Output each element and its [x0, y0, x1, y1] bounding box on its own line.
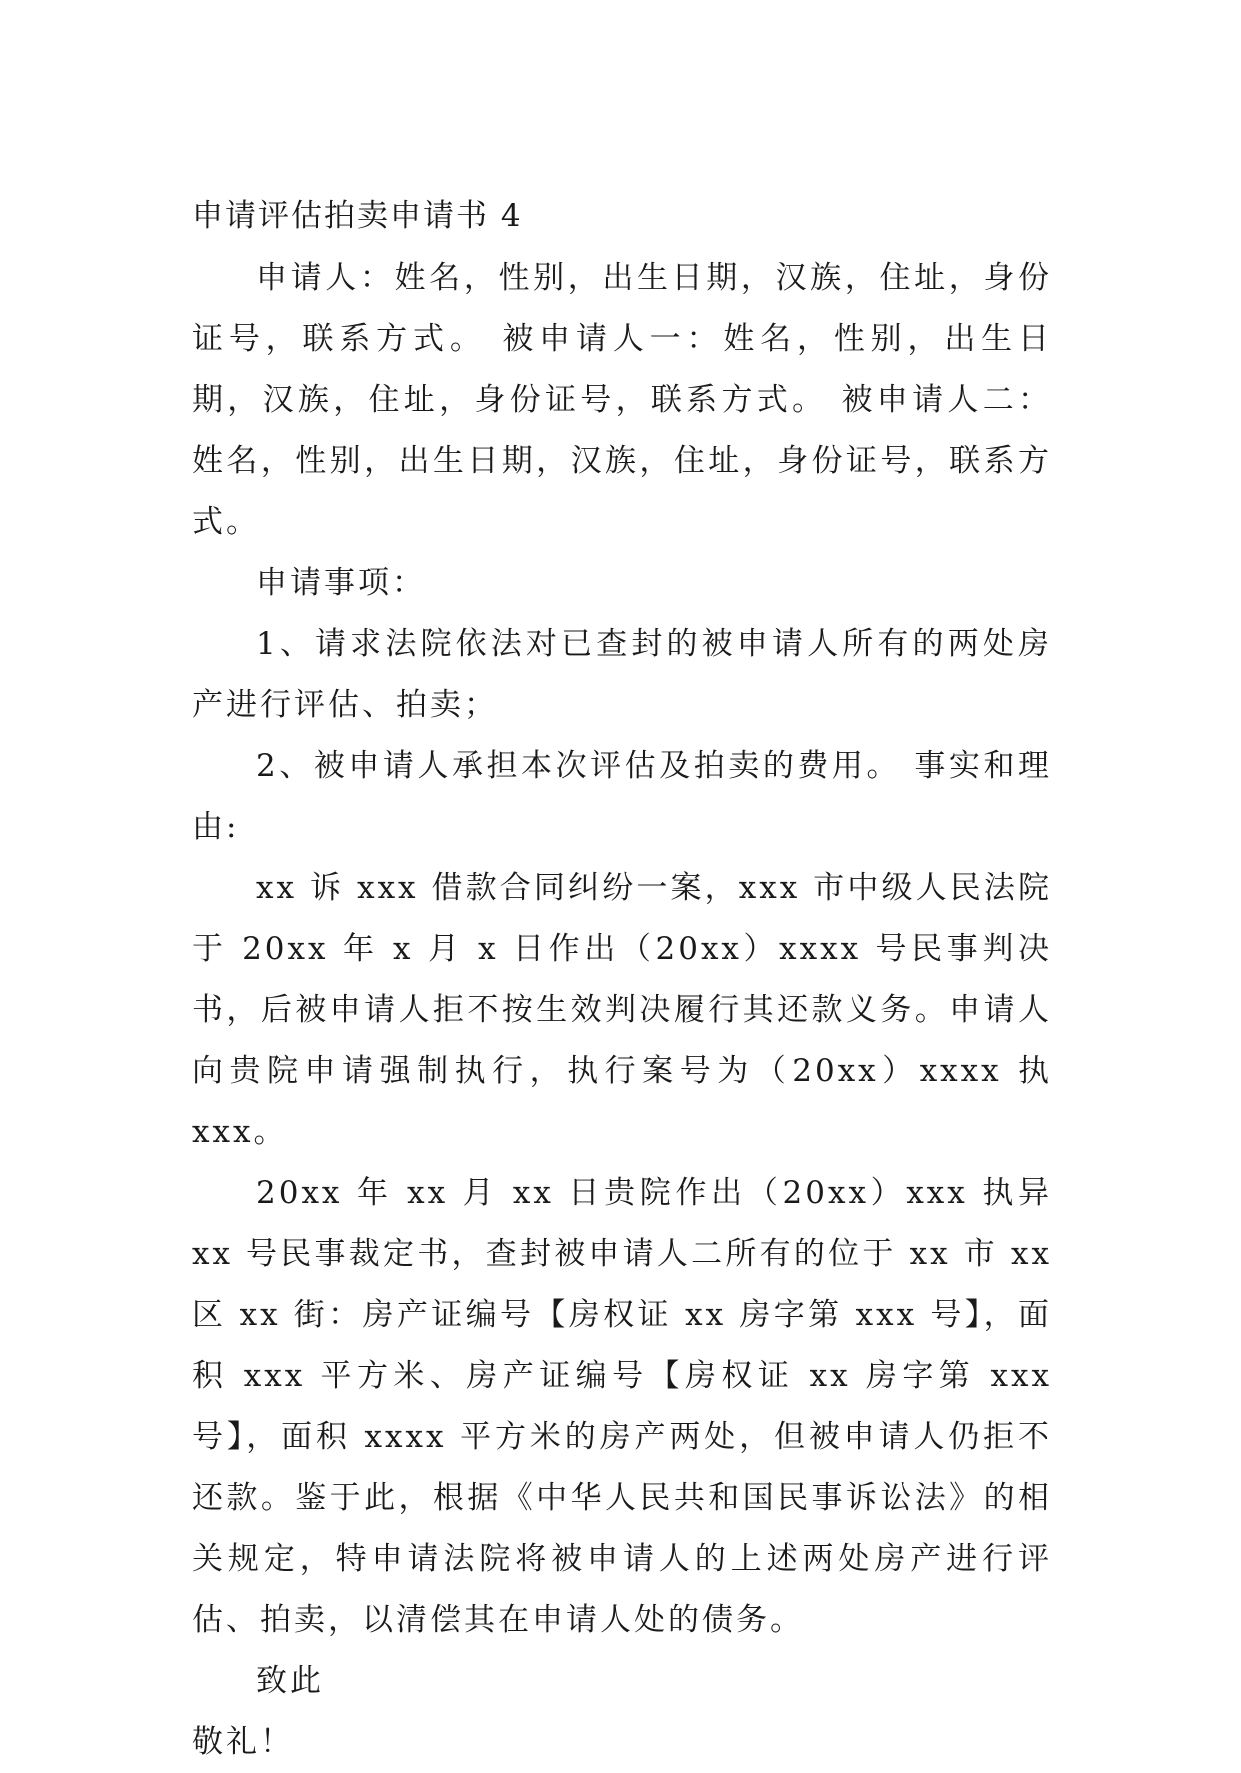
request-item-1: 1、请求法院依法对已查封的被申请人所有的两处房产进行评估、拍卖；: [192, 626, 1052, 723]
parties-paragraph: 申请人：姓名，性别，出生日期，汉族，住址，身份证号，联系方式。 被申请人一：姓名，性别，出生日期，汉族，住址，身份证号，联系方式。 被申请人二：姓名，性别，出生日期，汉族，住址，身份证号，联系方式。: [192, 260, 1052, 540]
facts-paragraph-1: xx 诉 xxx 借款合同纠纷一案，xxx 市中级人民法院于 20xx 年 x 月 x 日作出（20xx）xxxx 号民事判决书，后被申请人拒不按生效判决履行其还款义务。申请人向贵院申请强制执行，执行案号为（20xx）xxxx 执 xxx。: [192, 870, 1052, 1150]
document-page: [192, 196, 1052, 1773]
request-item-2: 2、被申请人承担本次评估及拍卖的费用。 事实和理由:: [192, 748, 1052, 845]
facts-paragraph-2: 20xx 年 xx 月 xx 日贵院作出（20xx）xxx 执异 xx 号民事裁定书，查封被申请人二所有的位于 xx 市 xx 区 xx 街：房产证编号【房权证 xx 房字第 xxx 号】，面积 xxx 平方米、房产证编号【房权证 xx 房字第 xxx 号】，面积 xxxx 平方米的房产两处，但被申请人仍拒不还款。鉴于此，根据《中华人民共和国民事诉讼法》的相关规定，特申请法院将被申请人的上述两处房产进行评估、拍卖，以清偿其在申请人处的债务。: [192, 1175, 1052, 1638]
salutation: 致此: [256, 1663, 324, 1699]
closing: 敬礼！: [192, 1724, 294, 1760]
document-title: 申请评估拍卖申请书 4: [192, 198, 523, 234]
request-heading: 申请事项：: [256, 565, 426, 601]
